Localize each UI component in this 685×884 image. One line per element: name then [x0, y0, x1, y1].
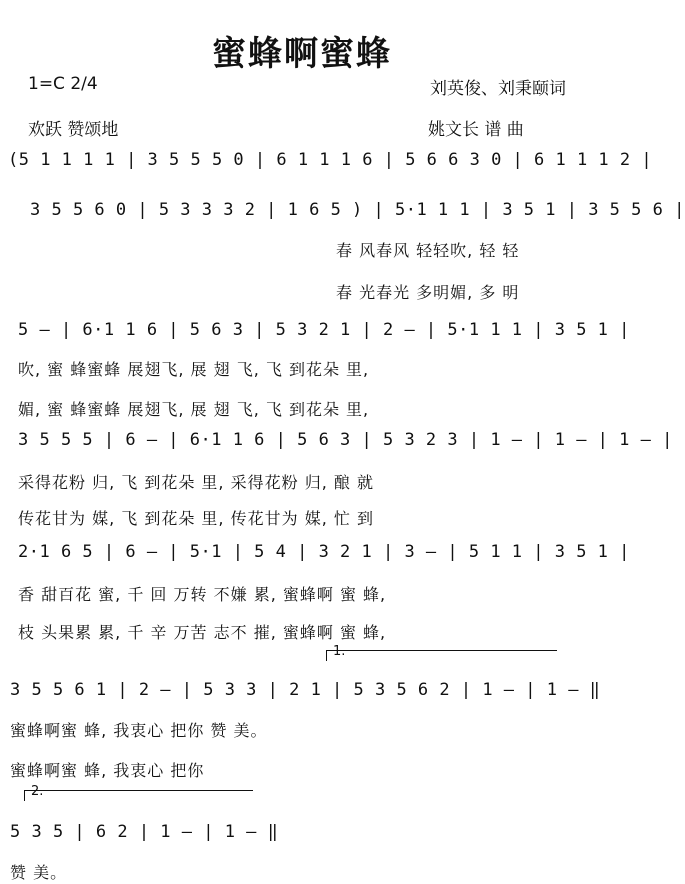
- tempo-mark: 欢跃 赞颂地: [28, 120, 119, 140]
- score-line-1: (5 1 1 1 1 | 3 5 5 5 0 | 6 1 1 1 6 | 5 6 6 3 0 | 6 1 1 1 2 |: [8, 150, 653, 170]
- score-line-6: 3 5 5 6 1 | 2 — | 5 3 3 | 2 1 | 5 3 5 6 2 | 1 — | 1 — ‖: [10, 680, 601, 700]
- score-line-3: 5 — | 6·1 1 6 | 5 6 3 | 5 3 2 1 | 2 — | 5·1 1 1 | 3 5 1 |: [18, 320, 630, 340]
- volta-bracket-2: [24, 790, 253, 801]
- lyric-line: 吹, 蜜 蜂蜜蜂 展翅飞, 展 翅 飞, 飞 到花朵 里,: [18, 360, 370, 379]
- lyric-line: 蜜蜂啊蜜 蜂, 我衷心 把你 赞 美。: [10, 721, 268, 740]
- score-line-5: 2·1 6 5 | 6 — | 5·1 | 5 4 | 3 2 1 | 3 — | 5 1 1 | 3 5 1 |: [18, 542, 630, 562]
- lyric-line: 香 甜百花 蜜, 千 回 万转 不嫌 累, 蜜蜂啊 蜜 蜂,: [18, 585, 387, 604]
- lyric-line: 传花甘为 媒, 飞 到花朵 里, 传花甘为 媒, 忙 到: [18, 509, 374, 528]
- lyric-line: 赞 美。: [10, 863, 68, 882]
- page-title: 蜜蜂啊蜜蜂: [212, 34, 392, 74]
- lyric-line: 枝 头果累 累, 千 辛 万苦 志不 摧, 蜜蜂啊 蜜 蜂,: [18, 623, 387, 642]
- composer: 姚文长 谱 曲: [428, 120, 524, 140]
- lyric-line: 春 光春光 多明媚, 多 明: [336, 283, 520, 302]
- lyric-line: 春 风春风 轻轻吹, 轻 轻: [336, 241, 520, 260]
- score-line-4: 3 5 5 5 | 6 — | 6·1 1 6 | 5 6 3 | 5 3 2 3 | 1 — | 1 — | 1 — |: [18, 430, 673, 450]
- key-time-signature: 1=C 2/4: [28, 74, 98, 94]
- lyricists: 刘英俊、刘秉颐词: [430, 79, 566, 99]
- lyric-line: 蜜蜂啊蜜 蜂, 我衷心 把你: [10, 761, 205, 780]
- score-line-2: 3 5 5 6 0 | 5 3 3 3 2 | 1 6 5 ) | 5·1 1 1 | 3 5 1 | 3 5 5 6 |: [30, 200, 685, 220]
- lyric-line: 媚, 蜜 蜂蜜蜂 展翅飞, 展 翅 飞, 飞 到花朵 里,: [18, 400, 370, 419]
- score-line-7: 5 3 5 | 6 2 | 1 — | 1 — ‖: [10, 822, 279, 842]
- volta-bracket-1: [326, 650, 557, 661]
- volta-label-2: 2.: [31, 784, 44, 799]
- volta-label-1: 1.: [333, 644, 346, 659]
- lyric-line: 采得花粉 归, 飞 到花朵 里, 采得花粉 归, 酿 就: [18, 473, 374, 492]
